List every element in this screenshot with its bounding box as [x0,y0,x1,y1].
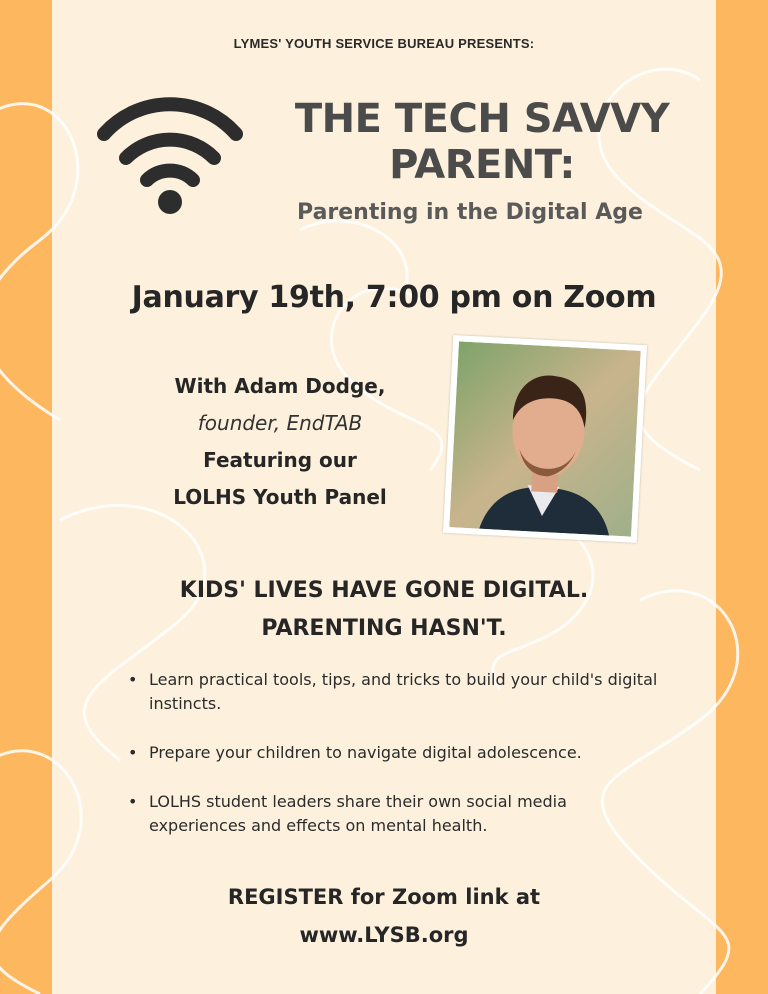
speaker-photo [449,341,640,536]
featuring-line-1: Featuring our [203,448,357,472]
register-callout [0,878,768,954]
speaker-block [130,368,430,516]
speaker-photo-frame [443,335,647,543]
register-line: REGISTER for Zoom link at [227,885,541,909]
register-url[interactable]: www.LYSB.org [299,923,469,947]
benefit-item: • Prepare your children to navigate digital adolescence. [128,741,668,765]
presenter-line: LYMES' YOUTH SERVICE BUREAU PRESENTS: [233,36,535,51]
benefit-item: • LOLHS student leaders share their own social media experiences and effects on mental health. [128,790,668,838]
tagline-line-1: KIDS' LIVES HAVE GONE DIGITAL. [179,578,589,603]
speaker-name: With Adam Dodge, [174,374,386,398]
tagline-line-2: PARENTING HASN'T. [261,616,507,641]
speaker-role: founder, EndTAB [197,411,363,435]
event-title [262,96,702,188]
wifi-icon [94,92,246,220]
title-line-2: PARENT: [389,142,575,188]
event-subtitle: Parenting in the Digital Age [297,200,643,225]
title-line-1: THE TECH SAVVY [294,96,670,142]
event-date: January 19th, 7:00 pm on Zoom [131,280,657,315]
tagline [0,572,768,648]
benefit-item: • Learn practical tools, tips, and tricks to build your child's digital instincts. [128,668,668,716]
featuring-line-2: LOLHS Youth Panel [173,485,387,509]
benefit-list [128,668,668,863]
